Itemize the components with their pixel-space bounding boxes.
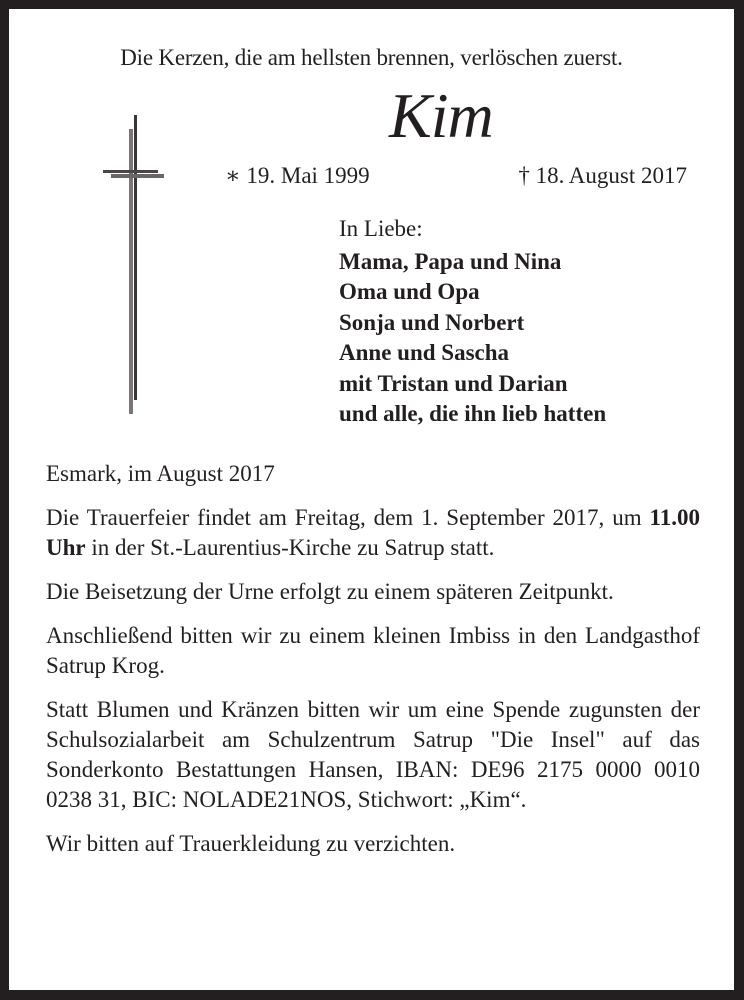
birth-date: ∗ 19. Mai 1999 <box>225 163 370 188</box>
funeral-time: 11.00 Uhr <box>46 505 700 560</box>
funeral-text-before: Die Trauerfeier findet am Freitag, dem 1. September 2017, um <box>46 505 650 530</box>
funeral-text-after: in der St.-Laurentius-Kirche zu Satrup statt. <box>85 535 495 560</box>
death-date: † 18. August 2017 <box>518 163 687 188</box>
motto: Die Kerzen, die am hellsten brennen, verlöschen zuerst. <box>120 45 623 70</box>
family-intro: In Liebe: <box>339 216 423 241</box>
family-member: Sonja und Norbert <box>339 309 525 335</box>
reception-info: Anschließend bitten wir zu einem kleinen Imbiss in den Landgasthof Satrup Krog. <box>46 623 700 678</box>
dress-code: Wir bitten auf Trauerkleidung zu verzichten. <box>46 831 456 856</box>
place-date: Esmark, im August 2017 <box>46 461 275 486</box>
funeral-info <box>46 503 700 563</box>
urn-info: Die Beisetzung der Urne erfolgt zu einem späteren Zeitpunkt. <box>46 579 614 604</box>
cross-icon <box>101 115 171 415</box>
notice-body <box>46 459 700 873</box>
family-member: mit Tristan und Darian <box>339 370 568 396</box>
family-list <box>339 214 606 430</box>
family-member: und alle, die ihn lieb hatten <box>339 401 607 426</box>
donation-info: Statt Blumen und Kränzen bitten wir um eine Spende zugunsten der Schulsozialarbeit am Schulzentrum Satrup "Die Insel" auf das Sonderkonto Bestattungen Hansen, IBAN: DE96 2175 0000 0010 0238 31, BIC: NOLADE21NOS, Stichwort: „Kim“. <box>46 697 700 812</box>
obituary-card <box>9 9 734 990</box>
family-member: Mama, Papa und Nina <box>339 248 562 274</box>
family-member: Anne und Sascha <box>339 340 510 365</box>
deceased-name: Kim <box>389 80 493 151</box>
family-member: Oma und Opa <box>339 279 480 304</box>
